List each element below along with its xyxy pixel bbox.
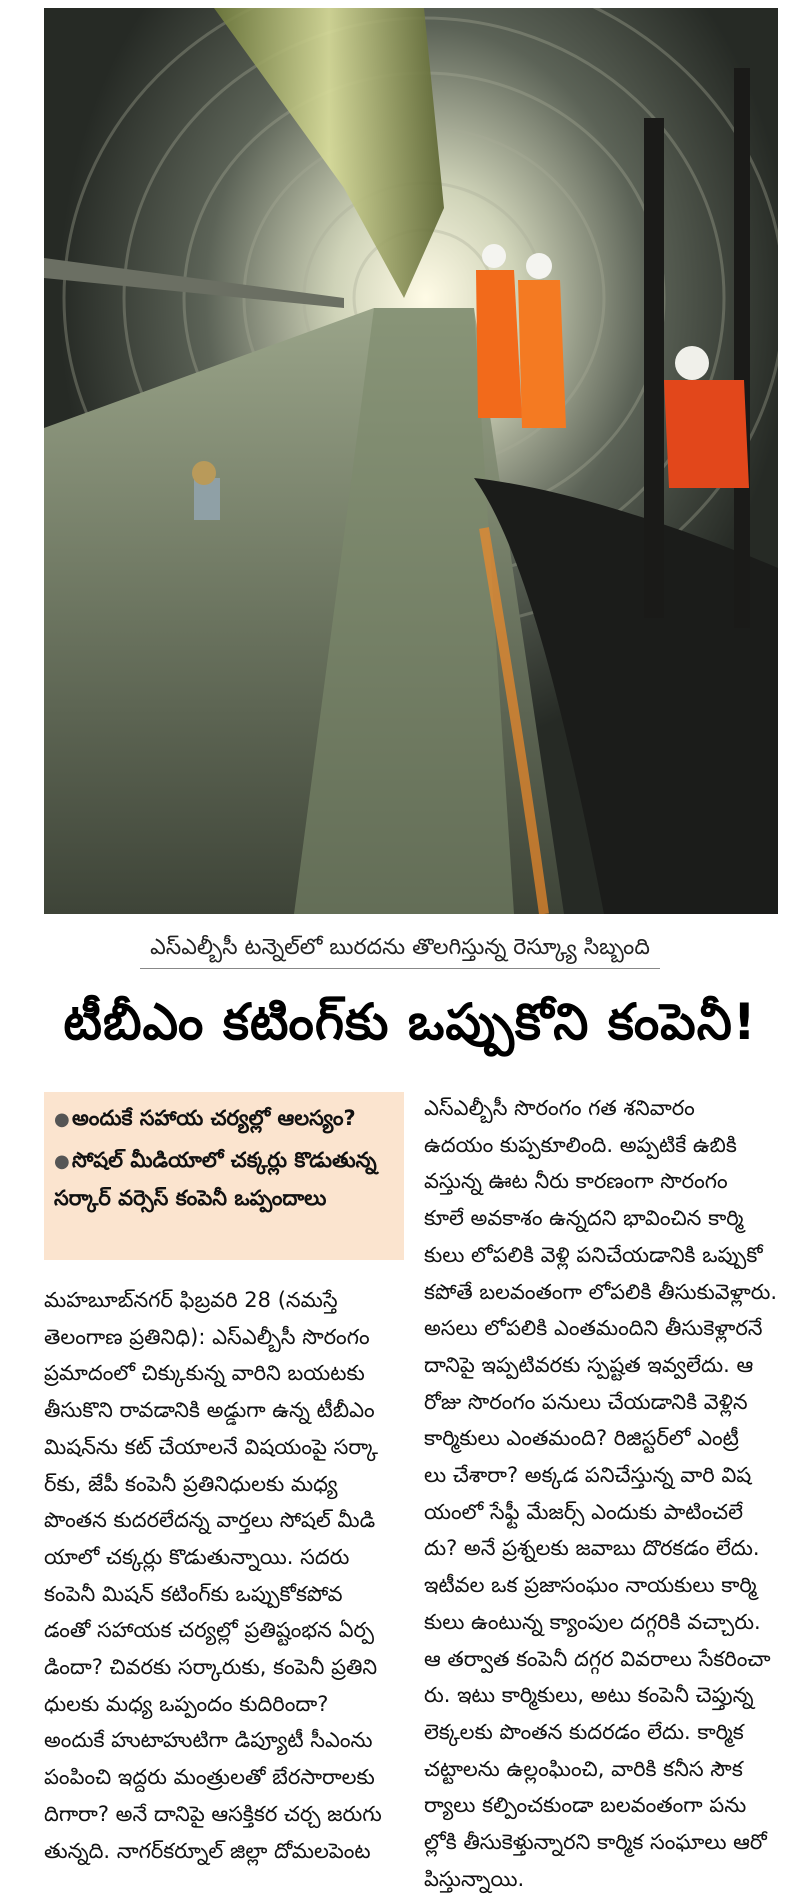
article-line: కులు లోపలికి వెళ్లి పనిచేయడానికి ఒప్పుకో [424,1242,763,1267]
article-line: ప్రమాదంలో చిక్కుకున్న వారిని బయటకు [44,1361,365,1386]
article-line: పంపించి ఇద్దరు మంత్రులతో బేరసారాలకు [44,1765,375,1790]
article-line: ర్యాలు కల్పించకుండా బలవంతంగా పను [424,1793,747,1818]
article-line: పొంతన కుదరలేదన్న వార్తలు సోషల్ మీడి [44,1508,376,1533]
bullet-icon: ● [54,1151,70,1172]
article-line: మిషన్‌ను కట్ చేయాలనే విషయంపై సర్కా [44,1434,379,1459]
article-line: డంతో సహాయక చర్యల్లో ప్రతిష్టంభన ఏర్ప [44,1618,375,1643]
article-line: మహబూబ్‌నగర్ ఫిబ్రవరి 28 (నమస్తే [44,1288,338,1312]
article-line: తీసుకొని రావడానికి అడ్డుగా ఉన్న టీబీఎం [44,1398,375,1423]
article-line: చట్టాలను ఉల్లంఘించి, వారికి కనీస సౌక [424,1756,743,1781]
highlight-item [54,1100,394,1138]
article-line: కంపెనీ మిషన్ కటింగ్‌కు ఒప్పుకోకపోవ [44,1581,343,1606]
article-line: డిందా? చివరకు సర్కారుకు, కంపెనీ ప్రతిని [44,1655,378,1680]
article-line: ఇటీవల ఒక ప్రజాసంఘం నాయకులు కార్మి [424,1573,757,1598]
bullet-icon: ● [54,1109,70,1130]
photo-caption: ఎస్ఎల్బీసీ టన్నెల్‌లో బురదను తొలగిస్తున్న రెస్క్యూ సిబ్బంది [150,935,650,960]
article-line: ఎస్ఎల్బీసీ సొరంగం గత శనివారం [424,1096,695,1120]
article-line: యంలో సేఫ్టీ మేజర్స్ ఎందుకు పాటించలే [424,1499,744,1524]
article-column-left [44,1282,406,1869]
caption-divider [140,968,660,969]
article-column-right [424,1090,778,1897]
article-line: లు చేశారా? అక్కడ పనిచేస్తున్న వారి విష [424,1463,752,1488]
tunnel-photo-illustration [44,8,778,914]
highlight-item [54,1142,394,1217]
article-line: తున్నది. నాగర్‌కర్నూల్ జిల్లా దోమలపెంట [44,1838,371,1863]
article-line: పిస్తున్నాయి. [424,1866,525,1891]
article-line: దు? అనే ప్రశ్నలకు జవాబు దొరకడం లేదు. [424,1536,760,1561]
article-line: ఆ తర్వాత కంపెనీ దగ్గర వివరాలు సేకరించా [424,1646,771,1671]
article-line: ఉదయం కుప్పకూలింది. అప్పటికే ఉబికి [424,1132,737,1157]
article-line: కపోతే బలవంతంగా లోపలికి తీసుకువెళ్లారు. [424,1279,778,1304]
article-headline: టీబీఎం కటింగ్‌కు ఒప్పుకోని కంపెనీ! [63,993,757,1051]
article-line: తెలంగాణ ప్రతినిధి): ఎస్ఎల్బీసీ సొరంగం [44,1324,370,1349]
article-line: ల్లోకి తీసుకెళ్తున్నారని కార్మిక సంఘాలు ఆరో [424,1830,767,1855]
article-line: అసలు లోపలికి ఎంతమందిని తీసుకెళ్లారనే [424,1316,763,1341]
article-line: రోజు సొరంగం పనులు చేయడానికి వెళ్లిన [424,1389,748,1414]
article-line: వస్తున్న ఊట నీరు కారణంగా సొరంగం [424,1169,728,1194]
tunnel-photo [44,8,778,914]
article-line: కూలే అవకాశం ఉన్నదని భావించిన కార్మి [424,1206,744,1231]
article-line: కులు ఉంటున్న క్యాంపుల దగ్గరికి వచ్చారు. [424,1609,761,1634]
article-line: దానిపై ఇప్పటివరకు స్పష్టత ఇవ్వలేదు. ఆ [424,1352,754,1377]
article-line: అందుకే హుటాహుటిగా డిప్యూటీ సీఎంను [44,1728,373,1753]
article-line: లెక్కలకు పొంతన కుదరడం లేదు. కార్మిక [424,1719,744,1744]
article-line: యాలో చక్కర్లు కొడుతున్నాయి. సదరు [44,1544,350,1569]
article-line: దిగారా? అనే దానిపై ఆసక్తికర చర్చ జరుగు [44,1801,382,1826]
article-line: ధులకు మధ్య ఒప్పందం కుదిరిందా? [44,1691,329,1716]
article-line: రు. ఇటు కార్మికులు, అటు కంపెనీ చెప్తున్న [424,1683,754,1708]
article-line: ర్‌కు, జేపీ కంపెనీ ప్రతినిధులకు మధ్య [44,1471,338,1496]
highlights-box [44,1092,404,1260]
highlight-text: సోషల్ మీడియాలో చక్కర్లు కొడుతున్న సర్కార్ వర్సెస్ కంపెనీ ఒప్పందాలు [54,1148,377,1210]
highlight-text: అందుకే సహాయ చర్యల్లో ఆలస్యం? [72,1106,356,1130]
article-line: కార్మికులు ఎంతమంది? రిజిస్టర్‌లో ఎంట్రీ [424,1426,739,1451]
